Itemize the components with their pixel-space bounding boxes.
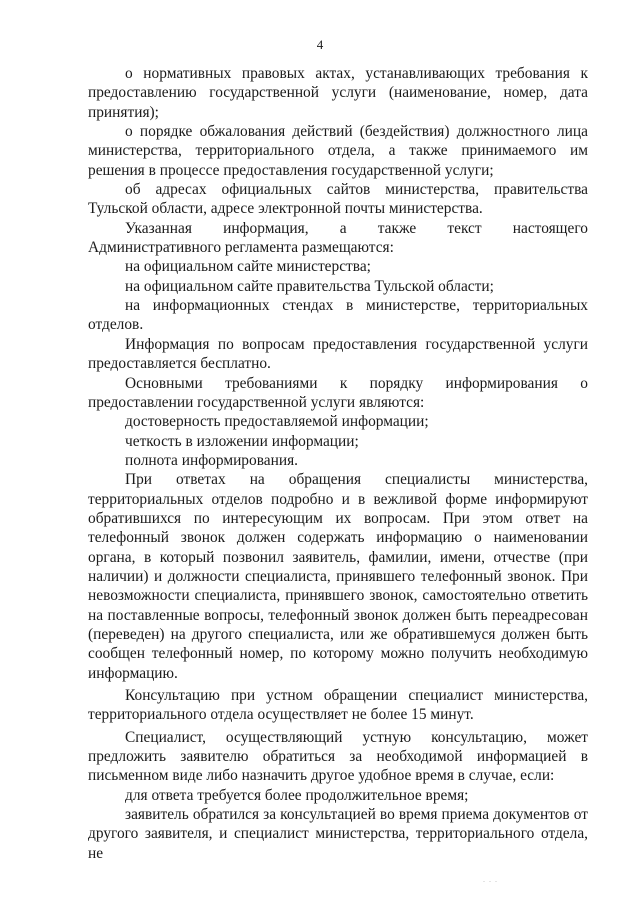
paragraph-answering-inquiries: При ответах на обращения специалисты министерства, территориальных отделов подробно и в вежливой форме информируют обратившихся по интересующим их вопросам. При этом ответ на телефонный звонок должен содержать информацию о наименовании органа, в который позвонил заявитель, фамилии, имени, отчестве (при наличии) и должности специалиста, принявшего телефонный звонок. При невозможности специалиста, принявшего звонок, самостоятельно ответить на поставленные вопросы, телефонный звонок должен быть переадресован (переведен) на другого специалиста, или же обратившемуся должен быть сообщен телефонный номер, по которому можно получить необходимую информацию.: [88, 471, 588, 682]
paragraph-information-requirements: Основными требованиями к порядку информирования о предоставлении государственной услуги являются:: [88, 374, 588, 411]
list-item-applicant-during-reception: заявитель обратился за консультацией во время приема документов от другого заявителя, и специалист министерства, территориального отдела, не: [88, 806, 588, 862]
paragraph-consultation-duration: Консультацию при устном обращении специалист министерства, территориального отдела осуществляет не более 15 минут.: [88, 687, 588, 724]
list-item-information-stands: на информационных стендах в министерстве, территориальных отделов.: [88, 297, 588, 334]
body-text: [88, 64, 588, 863]
paragraph-official-sites: об адресах официальных сайтов министерства, правительства Тульской области, адресе электронной почты министерства.: [88, 181, 588, 218]
list-item-ministry-site: на официальном сайте министерства;: [125, 258, 371, 276]
page-number: 4: [316, 37, 324, 52]
paragraph-normative-acts: о нормативных правовых актах, устанавливающих требования к предоставлению государственной услуги (наименование, номер, дата принятия);: [88, 65, 588, 121]
paragraph-free-information: Информация по вопросам предоставления государственной услуги предоставляется бесплатно.: [88, 335, 588, 373]
list-item-completeness: полнота информирования.: [125, 451, 298, 469]
scan-speck: . . .: [483, 875, 498, 884]
list-item-longer-time: для ответа требуется более продолжительное время;: [125, 786, 469, 804]
list-item-clarity: четкость в изложении информации;: [125, 432, 359, 450]
paragraph-appeal-procedure: о порядке обжалования действий (бездействия) должностного лица министерства, территориального отдела, а также принимаемого им решения в процессе предоставления государственной услуги;: [88, 123, 588, 179]
paragraph-written-consultation: Специалист, осуществляющий устную консультацию, может предложить заявителю обратиться за необходимой информацией в письменном виде либо назначить другое удобное время в случае, если:: [88, 728, 588, 785]
paragraph-information-placement: Указанная информация, а также текст настоящего Административного регламента размещаются:: [88, 219, 588, 257]
list-item-government-site: на официальном сайте правительства Тульской области;: [125, 277, 494, 295]
list-item-reliability: достоверность предоставляемой информации;: [125, 413, 429, 431]
